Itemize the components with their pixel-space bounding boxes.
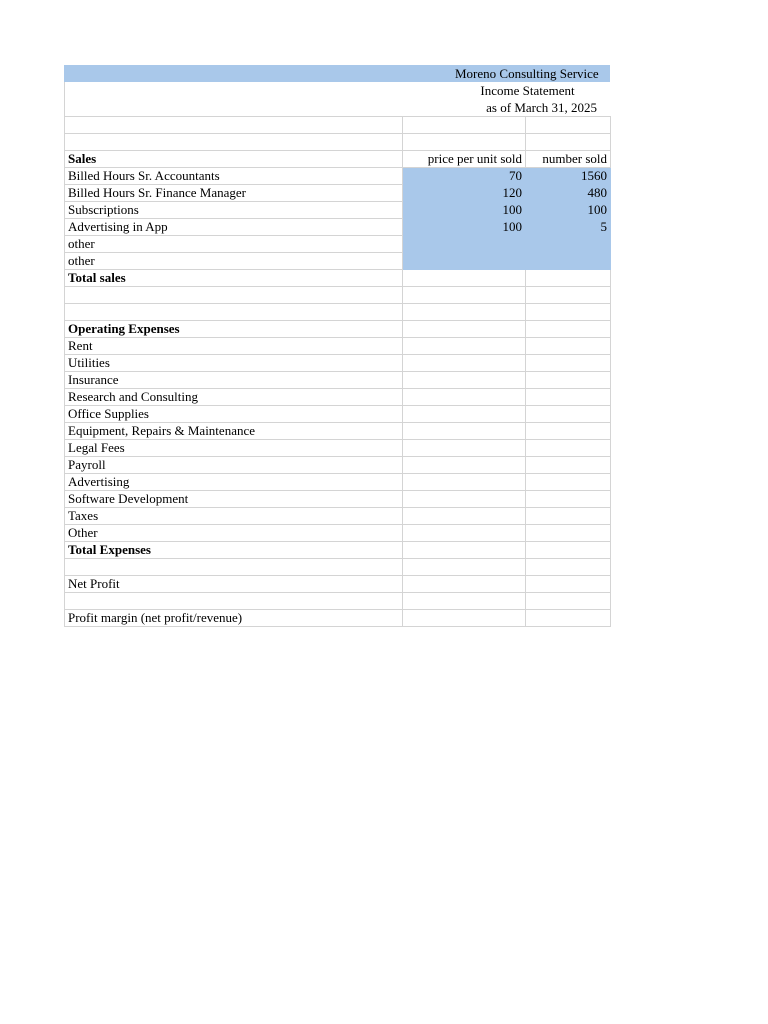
table-row [65, 372, 611, 389]
price-column-header[interactable]: price per unit sold [403, 151, 526, 168]
table-row [65, 202, 611, 219]
cell[interactable] [403, 287, 526, 304]
statement-date: as of March 31, 2025 [486, 100, 597, 115]
expense-item-label[interactable]: Utilities [65, 355, 403, 372]
cell[interactable] [526, 117, 611, 134]
statement-title-row[interactable] [64, 82, 610, 99]
expense-item-label[interactable]: Taxes [65, 508, 403, 525]
cell[interactable] [526, 491, 611, 508]
blank-row [65, 593, 611, 610]
table-row [65, 474, 611, 491]
sales-item-label[interactable]: Billed Hours Sr. Accountants [65, 168, 403, 185]
cell[interactable] [403, 304, 526, 321]
table-row [65, 440, 611, 457]
cell[interactable] [403, 525, 526, 542]
number-cell[interactable]: 1560 [526, 168, 611, 185]
sales-item-label[interactable]: Subscriptions [65, 202, 403, 219]
cell[interactable] [526, 406, 611, 423]
cell[interactable] [403, 355, 526, 372]
cell[interactable] [403, 423, 526, 440]
sales-item-label[interactable]: Billed Hours Sr. Finance Manager [65, 185, 403, 202]
number-cell[interactable] [526, 253, 611, 270]
cell[interactable] [65, 593, 403, 610]
expense-item-label[interactable]: Rent [65, 338, 403, 355]
table-row [65, 389, 611, 406]
sales-heading[interactable]: Sales [65, 151, 403, 168]
table-row [65, 236, 611, 253]
total-sales-row [65, 270, 611, 287]
cell[interactable] [65, 304, 403, 321]
cell[interactable] [526, 610, 611, 627]
expense-item-label[interactable]: Advertising [65, 474, 403, 491]
expense-item-label[interactable]: Research and Consulting [65, 389, 403, 406]
blank-row [65, 287, 611, 304]
cell[interactable] [526, 389, 611, 406]
company-name: Moreno Consulting Service [455, 66, 599, 81]
cell[interactable] [526, 542, 611, 559]
company-name-row[interactable] [64, 65, 610, 82]
cell[interactable] [526, 372, 611, 389]
expense-item-label[interactable]: Legal Fees [65, 440, 403, 457]
price-cell[interactable]: 100 [403, 219, 526, 236]
statement-table [64, 116, 611, 627]
price-cell[interactable]: 120 [403, 185, 526, 202]
cell[interactable] [403, 389, 526, 406]
cell[interactable] [403, 321, 526, 338]
cell[interactable] [526, 576, 611, 593]
cell[interactable] [403, 576, 526, 593]
number-cell[interactable]: 5 [526, 219, 611, 236]
statement-date-row[interactable] [64, 99, 610, 116]
expense-item-label[interactable]: Payroll [65, 457, 403, 474]
statement-title: Income Statement [480, 83, 575, 98]
expenses-header-row [65, 321, 611, 338]
sales-header-row [65, 151, 611, 168]
expense-item-label[interactable]: Insurance [65, 372, 403, 389]
table-row [65, 406, 611, 423]
profit-margin-row [65, 610, 611, 627]
cell[interactable] [403, 117, 526, 134]
table-row [65, 338, 611, 355]
total-sales-label[interactable]: Total sales [65, 270, 403, 287]
sales-item-label[interactable]: Advertising in App [65, 219, 403, 236]
price-cell[interactable] [403, 236, 526, 253]
cell[interactable] [526, 355, 611, 372]
table-row [65, 219, 611, 236]
cell[interactable] [65, 134, 403, 151]
cell[interactable] [526, 287, 611, 304]
cell[interactable] [65, 117, 403, 134]
table-row [65, 168, 611, 185]
cell[interactable] [526, 457, 611, 474]
total-expenses-row [65, 542, 611, 559]
table-row [65, 355, 611, 372]
net-profit-row [65, 576, 611, 593]
blank-row [65, 559, 611, 576]
cell[interactable] [526, 338, 611, 355]
expense-item-label[interactable]: Software Development [65, 491, 403, 508]
cell[interactable] [403, 559, 526, 576]
sales-item-label[interactable]: other [65, 253, 403, 270]
cell[interactable] [526, 321, 611, 338]
cell[interactable] [526, 474, 611, 491]
cell[interactable] [403, 491, 526, 508]
cell[interactable] [526, 508, 611, 525]
cell[interactable] [403, 270, 526, 287]
cell[interactable] [403, 338, 526, 355]
cell[interactable] [65, 287, 403, 304]
number-cell[interactable]: 480 [526, 185, 611, 202]
table-row [65, 508, 611, 525]
cell[interactable] [65, 559, 403, 576]
cell[interactable] [403, 406, 526, 423]
cell[interactable] [526, 525, 611, 542]
cell[interactable] [526, 440, 611, 457]
table-row [65, 185, 611, 202]
expense-item-label[interactable]: Other [65, 525, 403, 542]
cell[interactable] [526, 593, 611, 610]
income-statement-sheet [64, 65, 610, 627]
cell[interactable] [526, 134, 611, 151]
cell[interactable] [403, 610, 526, 627]
expenses-heading[interactable]: Operating Expenses [65, 321, 403, 338]
profit-margin-label[interactable]: Profit margin (net profit/revenue) [65, 610, 403, 627]
cell[interactable] [403, 593, 526, 610]
expense-item-label[interactable]: Equipment, Repairs & Maintenance [65, 423, 403, 440]
price-cell[interactable]: 70 [403, 168, 526, 185]
cell[interactable] [403, 542, 526, 559]
cell[interactable] [526, 270, 611, 287]
blank-row [65, 134, 611, 151]
table-row [65, 457, 611, 474]
table-row [65, 253, 611, 270]
cell[interactable] [526, 423, 611, 440]
blank-row [65, 117, 611, 134]
table-row [65, 423, 611, 440]
price-cell[interactable]: 100 [403, 202, 526, 219]
cell[interactable] [403, 440, 526, 457]
cell[interactable] [526, 559, 611, 576]
sales-item-label[interactable]: other [65, 236, 403, 253]
cell[interactable] [403, 474, 526, 491]
number-column-header[interactable]: number sold [526, 151, 611, 168]
number-cell[interactable]: 100 [526, 202, 611, 219]
expense-item-label[interactable]: Office Supplies [65, 406, 403, 423]
cell[interactable] [403, 134, 526, 151]
cell[interactable] [403, 457, 526, 474]
cell[interactable] [526, 304, 611, 321]
blank-row [65, 304, 611, 321]
total-expenses-label[interactable]: Total Expenses [65, 542, 403, 559]
table-row [65, 491, 611, 508]
cell[interactable] [403, 372, 526, 389]
number-cell[interactable] [526, 236, 611, 253]
net-profit-label[interactable]: Net Profit [65, 576, 403, 593]
price-cell[interactable] [403, 253, 526, 270]
cell[interactable] [403, 508, 526, 525]
table-row [65, 525, 611, 542]
